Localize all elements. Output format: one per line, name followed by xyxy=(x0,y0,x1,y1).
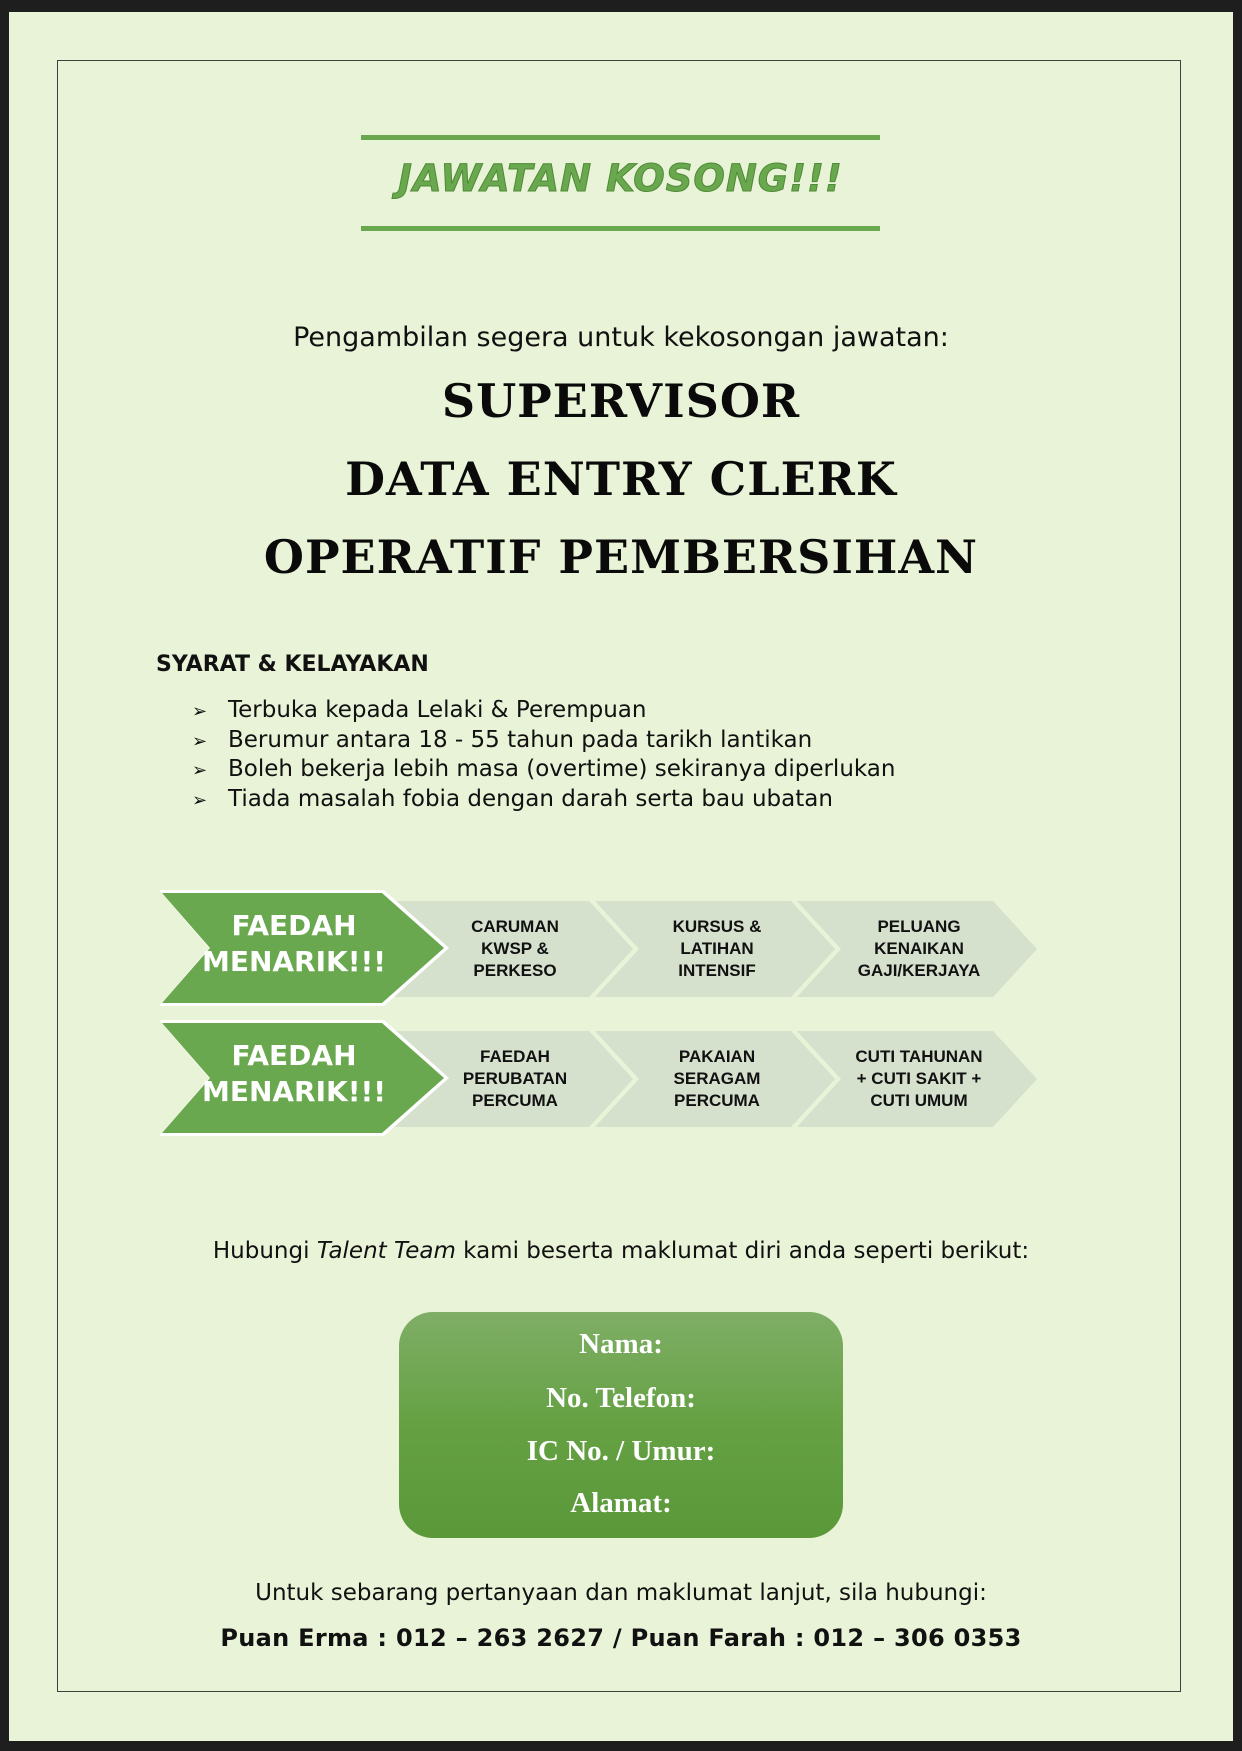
position-data-entry-clerk: DATA ENTRY CLERK xyxy=(345,452,897,506)
arrow-bullet-icon: ➢ xyxy=(192,701,208,722)
benefits-row-2 xyxy=(159,1020,1059,1136)
benefit-heading: FAEDAH MENARIK!!! xyxy=(201,909,387,978)
benefit-heading: FAEDAH MENARIK!!! xyxy=(201,1039,387,1108)
field-name-label: Nama: xyxy=(579,1328,663,1360)
title-rule-bottom xyxy=(361,226,880,231)
contact-intro: Hubungi Talent Team kami beserta maklumat diri anda seperti berikut: xyxy=(212,1238,1030,1264)
benefits-row-1 xyxy=(159,890,1059,1006)
page-title: JAWATAN KOSONG!!! xyxy=(398,157,843,200)
benefit-item: KURSUS & LATIHAN INTENSIF xyxy=(672,917,762,980)
benefit-item: PAKAIAN SERAGAM PERCUMA xyxy=(673,1047,761,1110)
requirement-item: ➢ Berumur antara 18 - 55 tahun pada tarikh lantikan xyxy=(192,726,895,756)
position-operatif-pembersihan: OPERATIF PEMBERSIHAN xyxy=(263,530,979,584)
requirement-item: ➢ Tiada masalah fobia dengan darah serta bau ubatan xyxy=(192,785,895,815)
requirement-item: ➢ Terbuka kepada Lelaki & Perempuan xyxy=(192,696,895,726)
benefit-item: PELUANG KENAIKAN GAJI/KERJAYA xyxy=(857,917,981,980)
field-phone-label: No. Telefon: xyxy=(546,1382,696,1414)
arrow-bullet-icon: ➢ xyxy=(192,760,208,781)
header xyxy=(361,135,880,231)
contact-persons: Puan Erma : 012 – 263 2627 / Puan Farah : 012 – 306 0353 xyxy=(220,1624,1022,1652)
benefit-item: FAEDAH PERUBATAN PERCUMA xyxy=(462,1047,568,1110)
field-address-label: Alamat: xyxy=(570,1487,672,1519)
talent-team-text: Talent Team xyxy=(316,1238,456,1264)
position-supervisor: SUPERVISOR xyxy=(441,374,801,428)
benefit-item: CARUMAN KWSP & PERKESO xyxy=(471,917,559,980)
field-ic-age-label: IC No. / Umur: xyxy=(526,1435,716,1467)
inquiry-text: Untuk sebarang pertanyaan dan maklumat lanjut, sila hubungi: xyxy=(255,1580,987,1606)
requirements-list xyxy=(192,696,895,814)
applicant-details-box xyxy=(399,1312,843,1538)
arrow-bullet-icon: ➢ xyxy=(192,789,208,811)
title-rule-top xyxy=(361,135,880,140)
poster-page xyxy=(9,12,1233,1741)
requirements-heading: SYARAT & KELAYAKAN xyxy=(156,652,429,677)
requirement-item: ➢ Boleh bekerja lebih masa (overtime) sekiranya diperlukan xyxy=(192,755,895,785)
benefit-item: CUTI TAHUNAN + CUTI SAKIT + CUTI UMUM xyxy=(855,1047,983,1110)
intro-text: Pengambilan segera untuk kekosongan jawatan: xyxy=(293,322,949,353)
arrow-bullet-icon: ➢ xyxy=(192,730,208,752)
